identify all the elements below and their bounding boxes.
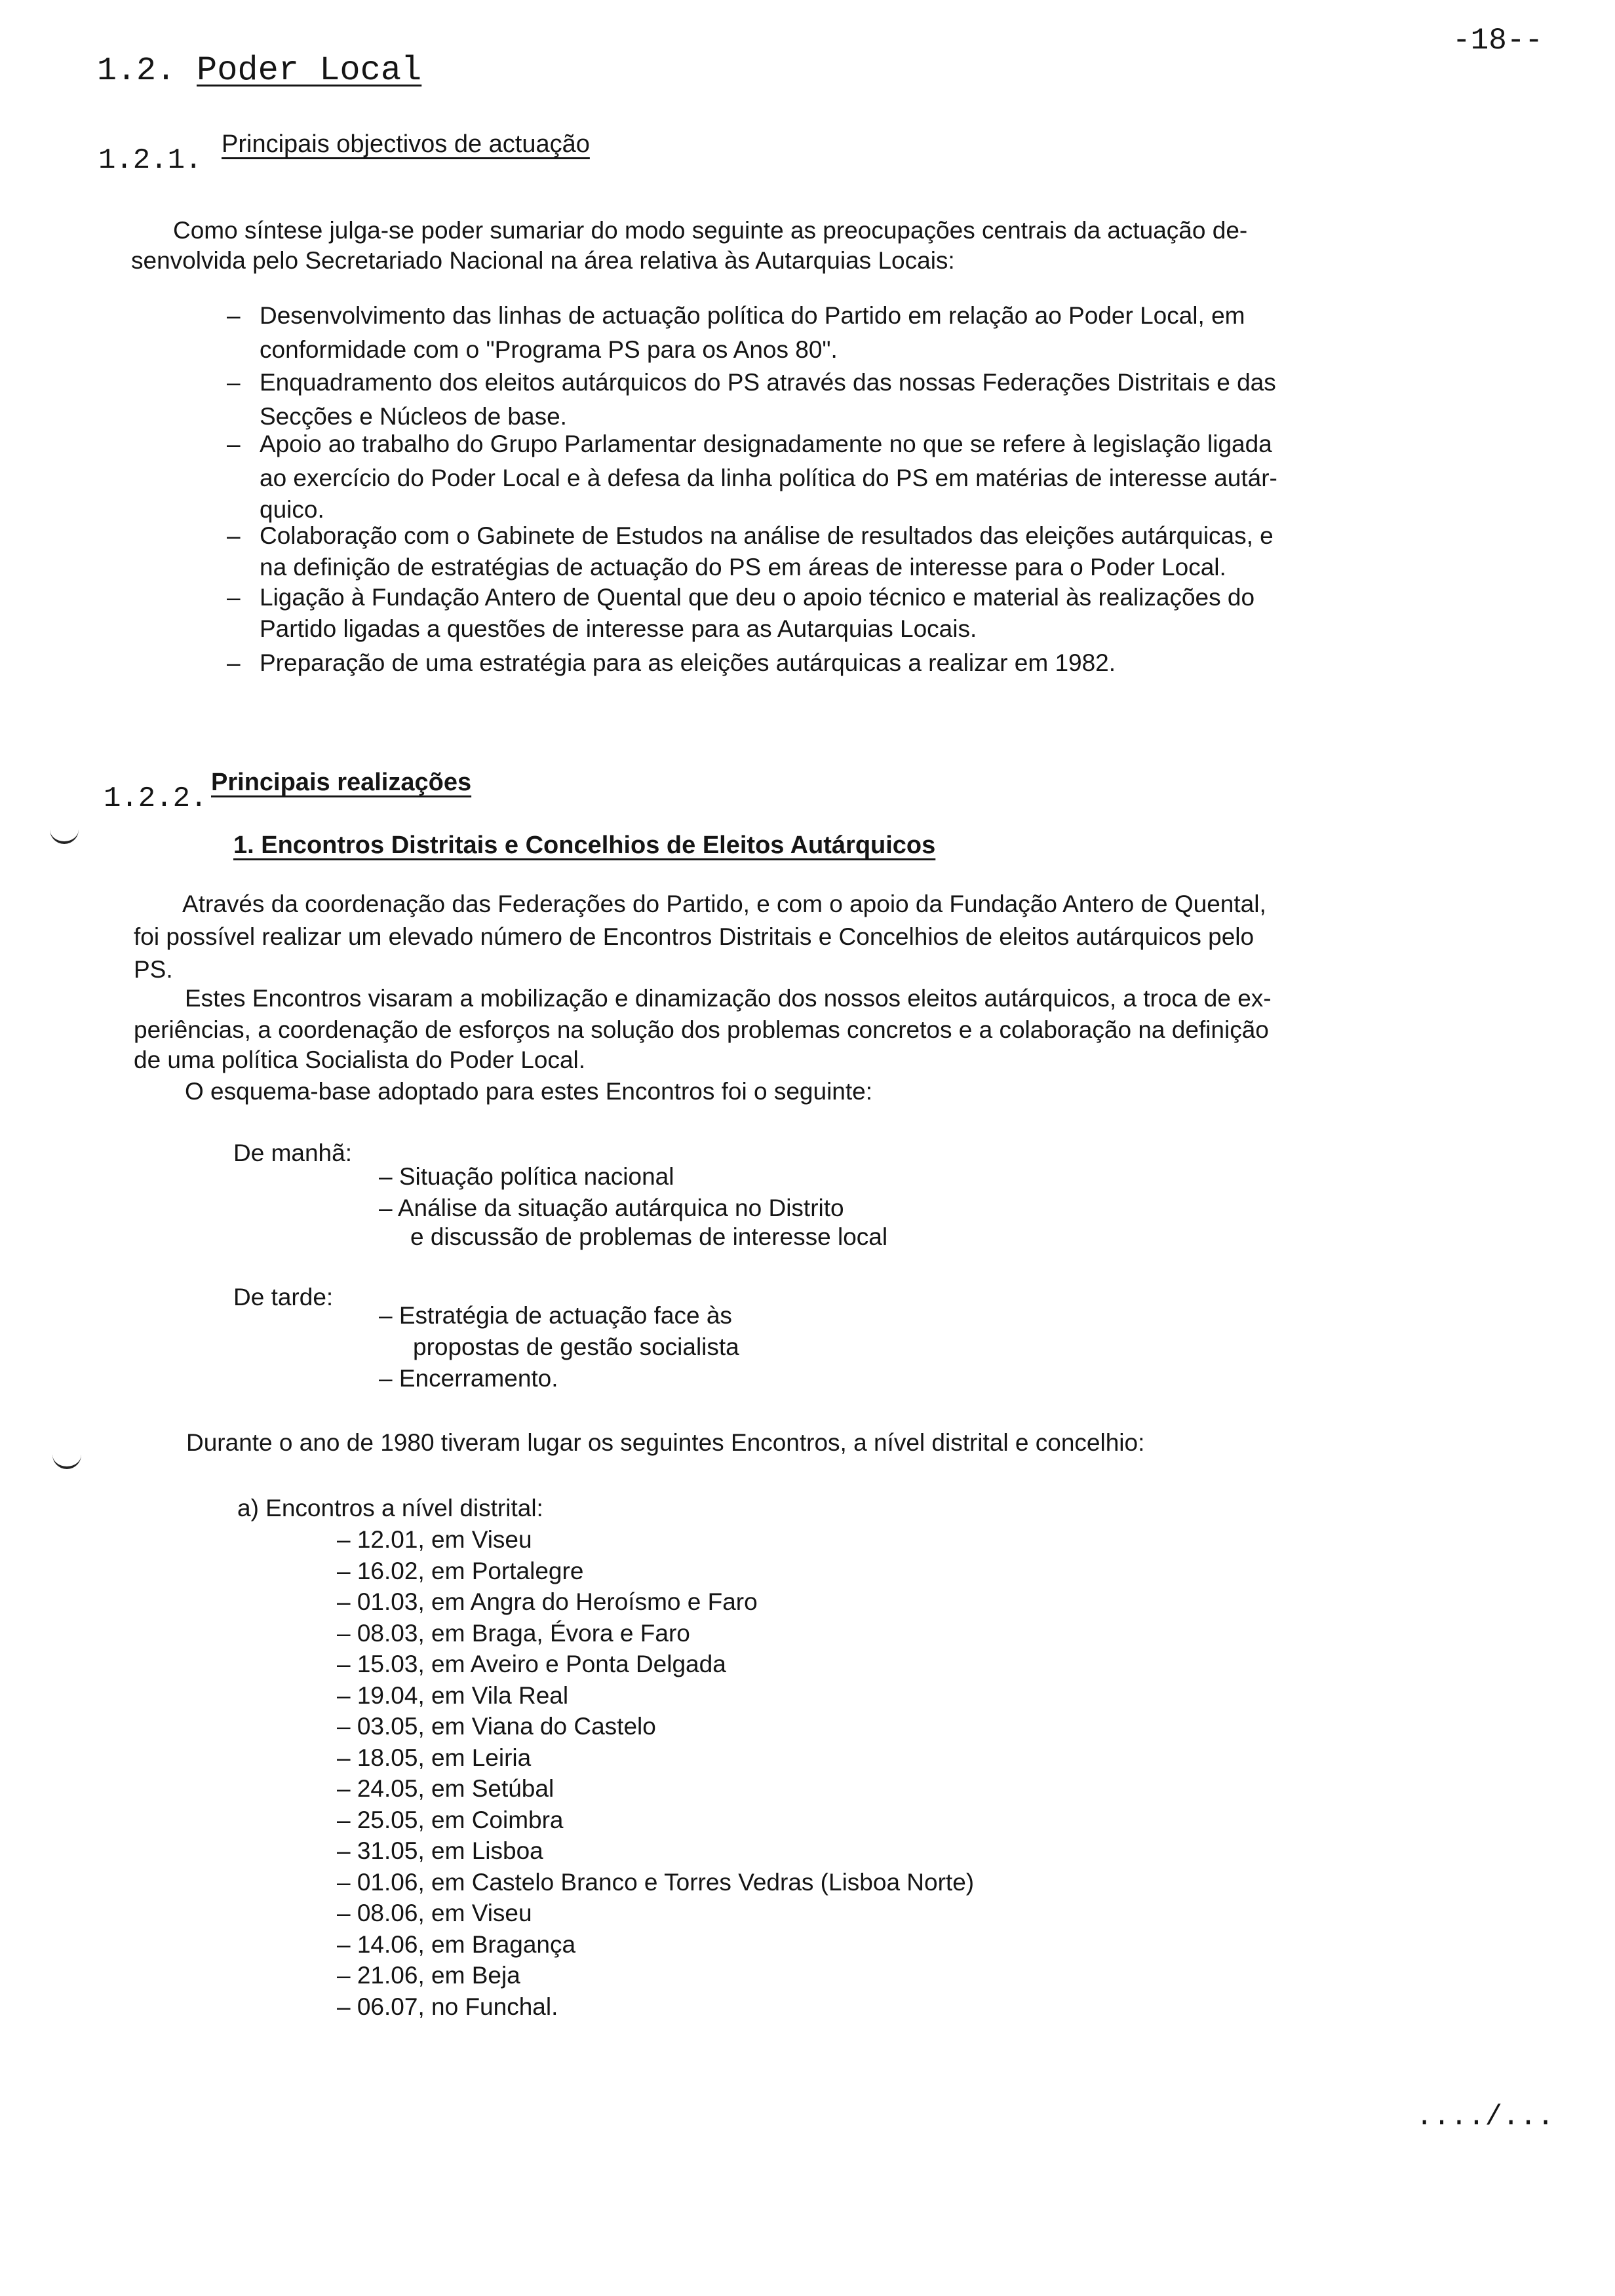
meeting-list-item: – 25.05, em Coimbra — [337, 1806, 564, 1833]
meeting-list-item: – 19.04, em Vila Real — [337, 1681, 569, 1709]
paragraph-line: Durante o ano de 1980 tiveram lugar os seguintes Encontros, a nível distrital e concelhio: — [186, 1429, 1145, 1456]
meeting-list-item: – 14.06, em Bragança — [337, 1930, 576, 1958]
meeting-list-item: – 16.02, em Portalegre — [337, 1557, 584, 1584]
page-number: -18-- — [1452, 24, 1544, 58]
morning-label: De manhã: — [233, 1139, 352, 1166]
meeting-list-item: – 01.03, em Angra do Heroísmo e Faro — [337, 1588, 758, 1615]
paragraph-line: foi possível realizar um elevado número de Encontros Distritais e Concelhios de eleitos autárquicos pelo — [134, 923, 1255, 950]
paragraph-line: de uma política Socialista do Poder Local. — [134, 1046, 586, 1073]
subsection-title: Principais objectivos de actuação — [222, 130, 590, 158]
paragraph-line: PS. — [134, 956, 173, 983]
subsubsection-title: 1. Encontros Distritais e Concelhios de Eleitos Autárquicos — [233, 832, 936, 859]
schedule-item: e discussão de problemas de interesse local — [410, 1223, 888, 1250]
schedule-item: – Situação política nacional — [379, 1163, 674, 1190]
meeting-list-item: – 12.01, em Viseu — [337, 1526, 532, 1553]
schedule-item: – Encerramento. — [379, 1365, 558, 1392]
schedule-item: – Estratégia de actuação face às — [379, 1302, 732, 1329]
margin-mark — [50, 827, 79, 844]
continuation-mark: ..../... — [1416, 2101, 1555, 2133]
meeting-list-item: – 31.05, em Lisboa — [337, 1837, 543, 1864]
intro-line: senvolvida pelo Secretariado Nacional na área relativa às Autarquias Locais: — [131, 247, 955, 274]
margin-mark — [52, 1452, 81, 1469]
paragraph-line: Estes Encontros visaram a mobilização e dinamização dos nossos eleitos autárquicos, a troca de ex- — [185, 985, 1272, 1012]
schedule-item: propostas de gestão socialista — [413, 1333, 739, 1360]
meeting-list-item: – 21.06, em Beja — [337, 1962, 520, 1989]
paragraph-line: periências, a coordenação de esforços na solução dos problemas concretos e a colaboração na definição — [134, 1016, 1269, 1043]
subsection-number: 1.2.1. — [98, 144, 203, 177]
subsection-title: Principais realizações — [211, 769, 472, 796]
meeting-list-item: – 03.05, em Viana do Castelo — [337, 1713, 656, 1740]
section-title: Poder Local — [197, 51, 422, 90]
list-label: a) Encontros a nível distrital: — [237, 1495, 543, 1521]
meeting-list-item: – 15.03, em Aveiro e Ponta Delgada — [337, 1651, 726, 1677]
meeting-list-item: – 01.06, em Castelo Branco e Torres Vedras (Lisboa Norte) — [337, 1868, 975, 1896]
meeting-list-item: – 24.05, em Setúbal — [337, 1775, 555, 1802]
paragraph-line: Através da coordenação das Federações do Partido, e com o apoio da Fundação Antero de Quental, — [182, 890, 1266, 917]
paragraph-line: O esquema-base adoptado para estes Encontros foi o seguinte: — [185, 1078, 873, 1105]
subsection-number: 1.2.2. — [104, 782, 208, 815]
meeting-list-item: – 18.05, em Leiria — [337, 1744, 532, 1771]
intro-line: Como síntese julga-se poder sumariar do modo seguinte as preocupações centrais da actuação de- — [173, 217, 1248, 244]
meeting-list-item: – 06.07, no Funchal. — [337, 1993, 558, 2020]
meeting-list-item: – 08.03, em Braga, Évora e Faro — [337, 1619, 690, 1647]
meeting-list-item: – 08.06, em Viseu — [337, 1900, 532, 1926]
section-number: 1.2. — [97, 52, 176, 90]
afternoon-label: De tarde: — [233, 1284, 334, 1311]
schedule-item: – Análise da situação autárquica no Distrito — [379, 1195, 844, 1221]
